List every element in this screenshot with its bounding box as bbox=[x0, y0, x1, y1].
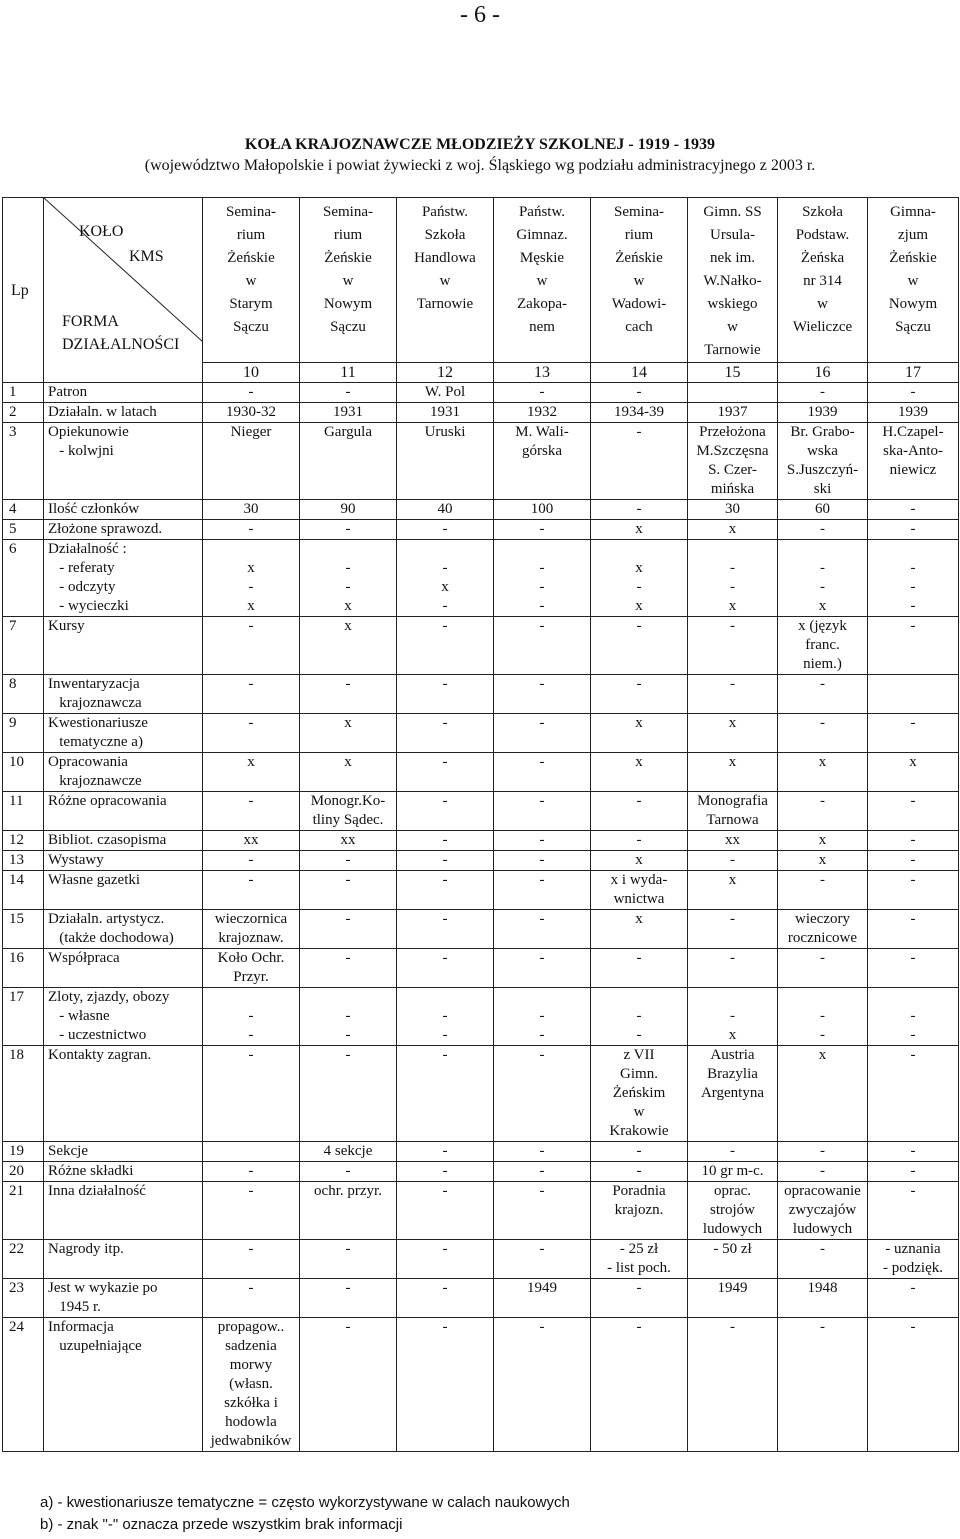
row-label: Informacja uzupełniające bbox=[44, 1318, 203, 1452]
table-cell: - bbox=[397, 1318, 494, 1452]
table-cell: x bbox=[688, 520, 778, 540]
table-cell: wieczory rocznicowe bbox=[778, 910, 868, 949]
table-cell: - bbox=[494, 675, 591, 714]
table-row bbox=[3, 423, 959, 500]
table-row bbox=[3, 1279, 959, 1318]
table-cell: Przełożona M.Szczęsna S. Czer- mińska bbox=[688, 423, 778, 500]
table-cell: - bbox=[300, 1279, 397, 1318]
table-cell: - bbox=[688, 1142, 778, 1162]
table-cell: - bbox=[868, 1162, 959, 1182]
row-number: 11 bbox=[3, 792, 44, 831]
table-cell: 4 sekcje bbox=[300, 1142, 397, 1162]
table-cell: - bbox=[300, 910, 397, 949]
table-cell: - bbox=[397, 831, 494, 851]
table-cell: x bbox=[300, 617, 397, 675]
table-cell: x bbox=[688, 714, 778, 753]
table-cell: Monografia Tarnowa bbox=[688, 792, 778, 831]
column-number: 15 bbox=[688, 363, 778, 383]
table-cell: - uznania - podzięk. bbox=[868, 1240, 959, 1279]
table-cell: - bbox=[203, 1162, 300, 1182]
table-cell: - bbox=[591, 1142, 688, 1162]
table-body bbox=[3, 383, 959, 1452]
row-label: Różne składki bbox=[44, 1162, 203, 1182]
table-cell: x bbox=[591, 714, 688, 753]
table-cell: 1937 bbox=[688, 403, 778, 423]
table-cell: - bbox=[868, 1318, 959, 1452]
table-cell: wieczornica krajoznaw. bbox=[203, 910, 300, 949]
table-row bbox=[3, 500, 959, 520]
row-number: 7 bbox=[3, 617, 44, 675]
table-cell: - bbox=[868, 500, 959, 520]
table-row bbox=[3, 871, 959, 910]
table-cell: - bbox=[494, 792, 591, 831]
row-label: Zloty, zjazdy, obozy - własne - uczestnictwo bbox=[44, 988, 203, 1046]
table-cell: - bbox=[868, 520, 959, 540]
row-label: Jest w wykazie po 1945 r. bbox=[44, 1279, 203, 1318]
table-cell: - bbox=[300, 1240, 397, 1279]
table-cell: Monogr.Ko- tliny Sądec. bbox=[300, 792, 397, 831]
row-number: 1 bbox=[3, 383, 44, 403]
table-cell: - 25 zł - list poch. bbox=[591, 1240, 688, 1279]
table-row bbox=[3, 1162, 959, 1182]
table-cell: - bbox=[203, 383, 300, 403]
row-number: 16 bbox=[3, 949, 44, 988]
table-cell: 10 gr m-c. bbox=[688, 1162, 778, 1182]
table-cell: - bbox=[591, 500, 688, 520]
table-cell: - x bbox=[688, 988, 778, 1046]
table-cell: - - bbox=[397, 988, 494, 1046]
table-cell: - bbox=[591, 1279, 688, 1318]
school-header: Państw. Szkoła Handlowa w Tarnowie bbox=[397, 198, 494, 363]
table-cell: x bbox=[591, 910, 688, 949]
table-cell: - bbox=[397, 617, 494, 675]
table-cell: - bbox=[688, 1318, 778, 1452]
column-number: 10 bbox=[203, 363, 300, 383]
table-cell: x - x bbox=[591, 540, 688, 617]
row-label: Kontakty zagran. bbox=[44, 1046, 203, 1142]
table-cell: - bbox=[203, 851, 300, 871]
table-cell: - - bbox=[868, 988, 959, 1046]
table-cell: x bbox=[778, 831, 868, 851]
table-cell: x bbox=[300, 714, 397, 753]
table-row bbox=[3, 540, 959, 617]
row-label: Patron bbox=[44, 383, 203, 403]
table-cell: - bbox=[300, 851, 397, 871]
row-label: Różne opracowania bbox=[44, 792, 203, 831]
row-number: 18 bbox=[3, 1046, 44, 1142]
table-cell: - bbox=[591, 383, 688, 403]
school-header: Semina- rium Żeńskie w Wadowi- cach bbox=[591, 198, 688, 363]
row-number: 22 bbox=[3, 1240, 44, 1279]
table-cell: 1939 bbox=[778, 403, 868, 423]
table-row bbox=[3, 1182, 959, 1240]
forma-label: FORMA bbox=[62, 313, 119, 330]
table-cell: - bbox=[868, 1182, 959, 1240]
table-cell: - bbox=[494, 1162, 591, 1182]
table-cell: - bbox=[868, 910, 959, 949]
table-cell: - bbox=[868, 871, 959, 910]
page-number: - 6 - bbox=[460, 2, 500, 28]
table-row bbox=[3, 675, 959, 714]
table-cell: x bbox=[778, 753, 868, 792]
table-cell: 40 bbox=[397, 500, 494, 520]
table-cell: 1930-32 bbox=[203, 403, 300, 423]
row-label: Działaln. w latach bbox=[44, 403, 203, 423]
kms-label: KMS bbox=[129, 248, 164, 265]
table-cell: - bbox=[203, 617, 300, 675]
school-header: Gimn. SS Ursula- nek im. W.Nałko- wskiego w Tarnowie bbox=[688, 198, 778, 363]
table-cell: x bbox=[591, 520, 688, 540]
table-cell: - bbox=[778, 1142, 868, 1162]
table-cell: x bbox=[688, 753, 778, 792]
table-cell: - bbox=[494, 1318, 591, 1452]
row-number: 9 bbox=[3, 714, 44, 753]
table-cell: - bbox=[591, 423, 688, 500]
row-number: 12 bbox=[3, 831, 44, 851]
table-cell: - bbox=[591, 1162, 688, 1182]
table-cell: - bbox=[300, 383, 397, 403]
table-cell: - bbox=[494, 851, 591, 871]
table-cell: - bbox=[778, 871, 868, 910]
table-cell: Uruski bbox=[397, 423, 494, 500]
table-cell: - bbox=[397, 1162, 494, 1182]
footnote-a: a) - kwestionariusze tematyczne = często wykorzystywane w calach naukowych bbox=[40, 1494, 570, 1511]
table-cell: - bbox=[300, 1318, 397, 1452]
row-number: 24 bbox=[3, 1318, 44, 1452]
row-number: 20 bbox=[3, 1162, 44, 1182]
row-number: 13 bbox=[3, 851, 44, 871]
footnote-b: b) - znak "-" oznacza przede wszystkim brak informacji bbox=[40, 1516, 403, 1533]
row-label: Kursy bbox=[44, 617, 203, 675]
table-cell: - bbox=[203, 871, 300, 910]
table-cell: - bbox=[397, 1240, 494, 1279]
row-label: Inna działalność bbox=[44, 1182, 203, 1240]
table-cell: - bbox=[494, 910, 591, 949]
table-cell: ochr. przyr. bbox=[300, 1182, 397, 1240]
table-cell: - bbox=[494, 383, 591, 403]
table-cell: x bbox=[868, 753, 959, 792]
table-cell: - bbox=[397, 675, 494, 714]
row-label: Opiekunowie - kolwjni bbox=[44, 423, 203, 500]
table-cell: - bbox=[778, 675, 868, 714]
table-cell: - x - bbox=[397, 540, 494, 617]
table-cell: Poradnia krajozn. bbox=[591, 1182, 688, 1240]
table-cell: - bbox=[778, 1240, 868, 1279]
row-number: 6 bbox=[3, 540, 44, 617]
dzialalnosci-label: DZIAŁALNOŚCI bbox=[62, 336, 180, 353]
table-cell: - bbox=[494, 617, 591, 675]
school-header: Państw. Gimnaz. Męskie w Zakopa- nem bbox=[494, 198, 591, 363]
table-row bbox=[3, 851, 959, 871]
table-cell: - bbox=[778, 714, 868, 753]
table-cell: - bbox=[397, 753, 494, 792]
table-cell: - bbox=[778, 520, 868, 540]
table-row bbox=[3, 831, 959, 851]
table-cell: - bbox=[868, 949, 959, 988]
table-cell: - bbox=[591, 1318, 688, 1452]
table-cell: - bbox=[778, 792, 868, 831]
table-cell: Br. Grabo- wska S.Juszczyń- ski bbox=[778, 423, 868, 500]
table-cell: - bbox=[300, 520, 397, 540]
title-line-1: KOŁA KRAJOZNAWCZE MŁODZIEŻY SZKOLNEJ - 1919 - 1939 bbox=[244, 136, 716, 153]
row-number: 5 bbox=[3, 520, 44, 540]
table-row bbox=[3, 910, 959, 949]
table-cell: - bbox=[397, 851, 494, 871]
table-cell: - bbox=[591, 617, 688, 675]
table-cell: - bbox=[778, 1318, 868, 1452]
title-line-2: (województwo Małopolskie i powiat żywiecki z woj. Śląskiego wg podziału administracyjnego z 2003 r. bbox=[144, 157, 816, 174]
row-label: Ilość członków bbox=[44, 500, 203, 520]
kolo-label: KOŁO bbox=[79, 223, 124, 240]
diagonal-header-cell bbox=[44, 198, 203, 383]
table-row bbox=[3, 403, 959, 423]
table-cell: - bbox=[778, 383, 868, 403]
school-header: Szkoła Podstaw. Żeńska nr 314 w Wieliczce bbox=[778, 198, 868, 363]
table-row bbox=[3, 714, 959, 753]
table-cell: - bbox=[397, 910, 494, 949]
table-row bbox=[3, 1318, 959, 1452]
table-cell: - bbox=[300, 871, 397, 910]
table-row bbox=[3, 617, 959, 675]
row-number: 10 bbox=[3, 753, 44, 792]
row-number: 17 bbox=[3, 988, 44, 1046]
table-row bbox=[3, 1142, 959, 1162]
table-cell: 1931 bbox=[397, 403, 494, 423]
table-cell: 1931 bbox=[300, 403, 397, 423]
table-cell: - - x bbox=[300, 540, 397, 617]
table-cell: z VII Gimn. Żeńskim w Krakowie bbox=[591, 1046, 688, 1142]
row-number: 4 bbox=[3, 500, 44, 520]
row-number: 14 bbox=[3, 871, 44, 910]
table-cell: - bbox=[494, 949, 591, 988]
document-title bbox=[0, 134, 960, 176]
table-cell: Austria Brazylia Argentyna bbox=[688, 1046, 778, 1142]
table-cell: - - x bbox=[778, 540, 868, 617]
table-cell: x bbox=[688, 871, 778, 910]
table-cell: - bbox=[203, 1240, 300, 1279]
table-cell: - bbox=[868, 792, 959, 831]
table-cell: - bbox=[591, 831, 688, 851]
table-cell: - bbox=[494, 714, 591, 753]
table-cell: - bbox=[300, 949, 397, 988]
row-number: 21 bbox=[3, 1182, 44, 1240]
table-cell: - bbox=[591, 792, 688, 831]
row-label: Wystawy bbox=[44, 851, 203, 871]
table-cell: - bbox=[494, 753, 591, 792]
table-cell: - bbox=[591, 949, 688, 988]
table-cell: x - x bbox=[203, 540, 300, 617]
row-label: Działalność : - referaty - odczyty - wycieczki bbox=[44, 540, 203, 617]
table-cell: - bbox=[397, 1182, 494, 1240]
row-number: 3 bbox=[3, 423, 44, 500]
table-row bbox=[3, 383, 959, 403]
table-cell: - - - bbox=[868, 540, 959, 617]
table-cell: - - - bbox=[494, 540, 591, 617]
school-header: Semina- rium Żeńskie w Nowym Sączu bbox=[300, 198, 397, 363]
row-number: 2 bbox=[3, 403, 44, 423]
table-cell: - bbox=[494, 1046, 591, 1142]
table-cell bbox=[688, 383, 778, 403]
table-cell: - bbox=[300, 675, 397, 714]
table-cell: - bbox=[494, 1142, 591, 1162]
table-row bbox=[3, 520, 959, 540]
row-label: Sekcje bbox=[44, 1142, 203, 1162]
table-cell: x bbox=[203, 753, 300, 792]
table-cell: - bbox=[868, 1279, 959, 1318]
table-cell: - bbox=[397, 1279, 494, 1318]
school-header: Gimna- zjum Żeńskie w Nowym Sączu bbox=[868, 198, 959, 363]
table-cell: - bbox=[868, 1046, 959, 1142]
table-cell: - bbox=[778, 1162, 868, 1182]
table-cell: - bbox=[868, 383, 959, 403]
row-label: Nagrody itp. bbox=[44, 1240, 203, 1279]
table-row bbox=[3, 988, 959, 1046]
table-cell: 30 bbox=[688, 500, 778, 520]
column-number: 12 bbox=[397, 363, 494, 383]
table-cell: - bbox=[397, 520, 494, 540]
table-cell: Gargula bbox=[300, 423, 397, 500]
row-number: 8 bbox=[3, 675, 44, 714]
table-cell: opracowanie zwyczajów ludowych bbox=[778, 1182, 868, 1240]
table-cell: x bbox=[300, 753, 397, 792]
table-cell: propagow.. sadzenia morwy (własn. szkółka i hodowla jedwabników bbox=[203, 1318, 300, 1452]
table-cell: 1948 bbox=[778, 1279, 868, 1318]
table-cell: - bbox=[300, 1046, 397, 1142]
table-cell: 1939 bbox=[868, 403, 959, 423]
table-cell: - bbox=[778, 949, 868, 988]
table-cell: - - bbox=[591, 988, 688, 1046]
table-cell: - bbox=[494, 520, 591, 540]
table-cell: xx bbox=[300, 831, 397, 851]
header-row bbox=[3, 198, 959, 363]
table-cell: x (język franc. niem.) bbox=[778, 617, 868, 675]
table-cell: 100 bbox=[494, 500, 591, 520]
table-cell: - bbox=[397, 714, 494, 753]
table-cell: - bbox=[868, 851, 959, 871]
row-label: Złożone sprawozd. bbox=[44, 520, 203, 540]
table-cell: M. Wali- górska bbox=[494, 423, 591, 500]
table-cell: - bbox=[397, 949, 494, 988]
activity-table bbox=[2, 197, 959, 1452]
table-cell: Nieger bbox=[203, 423, 300, 500]
table-cell: - bbox=[397, 871, 494, 910]
row-label: Inwentaryzacja krajoznawcza bbox=[44, 675, 203, 714]
table-cell: - bbox=[203, 714, 300, 753]
table-cell: - bbox=[300, 1162, 397, 1182]
table-cell: - - bbox=[494, 988, 591, 1046]
table-cell: - bbox=[203, 1046, 300, 1142]
table-cell: - - bbox=[203, 988, 300, 1046]
row-number: 19 bbox=[3, 1142, 44, 1162]
table-cell: - bbox=[868, 714, 959, 753]
school-header: Semina- rium Żeńskie w Starym Sączu bbox=[203, 198, 300, 363]
table-cell: - - x bbox=[688, 540, 778, 617]
table-cell: - bbox=[688, 675, 778, 714]
column-number: 11 bbox=[300, 363, 397, 383]
table-cell: - bbox=[591, 675, 688, 714]
table-cell: - bbox=[397, 1046, 494, 1142]
row-label: Kwestionariusze tematyczne a) bbox=[44, 714, 203, 753]
table-cell: - bbox=[203, 520, 300, 540]
table-cell: - bbox=[868, 1142, 959, 1162]
table-cell: - bbox=[494, 871, 591, 910]
table-cell: 60 bbox=[778, 500, 868, 520]
table-cell: - bbox=[688, 949, 778, 988]
table-cell: 30 bbox=[203, 500, 300, 520]
diagonal-line bbox=[44, 198, 203, 384]
table-cell: W. Pol bbox=[397, 383, 494, 403]
table-cell: - bbox=[203, 675, 300, 714]
row-number: 23 bbox=[3, 1279, 44, 1318]
table-cell: - bbox=[494, 1182, 591, 1240]
table-cell: - bbox=[203, 792, 300, 831]
row-number: 15 bbox=[3, 910, 44, 949]
table-cell: xx bbox=[688, 831, 778, 851]
table-cell: H.Czapel- ska-Anto- niewicz bbox=[868, 423, 959, 500]
row-label: Działaln. artystycz. (także dochodowa) bbox=[44, 910, 203, 949]
row-label: Własne gazetki bbox=[44, 871, 203, 910]
table-cell: x bbox=[591, 851, 688, 871]
table-row bbox=[3, 753, 959, 792]
table-cell bbox=[203, 1142, 300, 1162]
table-cell: - - bbox=[300, 988, 397, 1046]
table-cell: - bbox=[397, 1142, 494, 1162]
table-cell: 1949 bbox=[494, 1279, 591, 1318]
column-number: 13 bbox=[494, 363, 591, 383]
table-cell: x bbox=[591, 753, 688, 792]
table-cell: 1949 bbox=[688, 1279, 778, 1318]
table-row bbox=[3, 949, 959, 988]
table-cell: x bbox=[778, 851, 868, 871]
column-number: 14 bbox=[591, 363, 688, 383]
column-number: 17 bbox=[868, 363, 959, 383]
table-cell bbox=[868, 675, 959, 714]
table-cell: 90 bbox=[300, 500, 397, 520]
table-cell: - bbox=[868, 617, 959, 675]
table-cell: x bbox=[778, 1046, 868, 1142]
lp-header: Lp bbox=[3, 198, 44, 383]
table-row bbox=[3, 1046, 959, 1142]
table-cell: 1934-39 bbox=[591, 403, 688, 423]
table-cell: - bbox=[203, 1182, 300, 1240]
table-row bbox=[3, 792, 959, 831]
row-label: Bibliot. czasopisma bbox=[44, 831, 203, 851]
table-cell: - bbox=[688, 851, 778, 871]
column-number: 16 bbox=[778, 363, 868, 383]
table-cell: oprac. strojów ludowych bbox=[688, 1182, 778, 1240]
table-cell: - bbox=[688, 910, 778, 949]
table-cell: - bbox=[868, 831, 959, 851]
table-cell: - - bbox=[778, 988, 868, 1046]
table-cell: 1932 bbox=[494, 403, 591, 423]
table-row bbox=[3, 1240, 959, 1279]
table-cell: - bbox=[397, 792, 494, 831]
table-cell: - bbox=[203, 1279, 300, 1318]
table-cell: - 50 zł bbox=[688, 1240, 778, 1279]
row-label: Współpraca bbox=[44, 949, 203, 988]
table-cell: - bbox=[494, 1240, 591, 1279]
table-cell: - bbox=[494, 831, 591, 851]
table-cell: Koło Ochr. Przyr. bbox=[203, 949, 300, 988]
table-cell: - bbox=[688, 617, 778, 675]
table-cell: x i wyda- wnictwa bbox=[591, 871, 688, 910]
row-label: Opracowania krajoznawcze bbox=[44, 753, 203, 792]
table-cell: xx bbox=[203, 831, 300, 851]
